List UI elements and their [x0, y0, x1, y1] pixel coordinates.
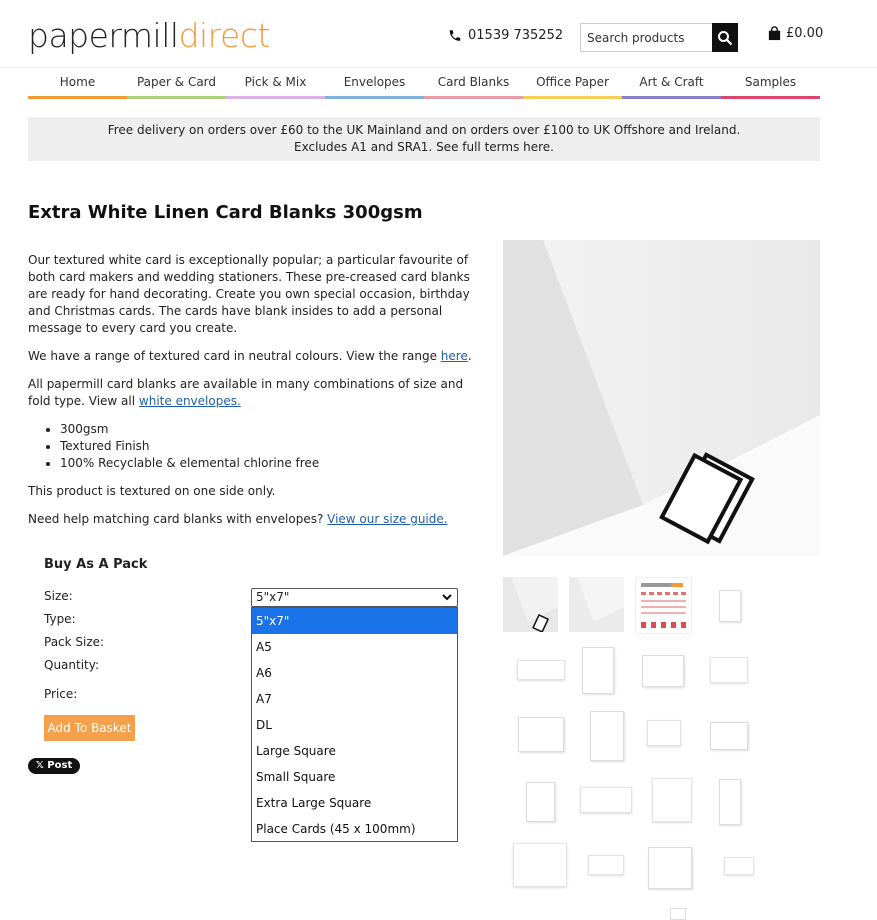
description-paragraph	[28, 511, 480, 528]
thumbnail-image[interactable]	[710, 722, 748, 750]
size-option[interactable]: Small Square	[256, 770, 336, 784]
white-envelopes-link[interactable]: white envelopes.	[138, 394, 241, 408]
card-photo	[503, 240, 820, 556]
description-text: All papermill card blanks are available in many combinations of size and fold type. View all	[28, 377, 464, 408]
description-paragraph: This product is textured on one side only.	[28, 484, 276, 498]
delivery-notice[interactable]	[28, 117, 820, 161]
feature-item: • 100% Recyclable & elemental chlorine free	[60, 455, 480, 472]
price-label: Price:	[44, 687, 78, 701]
thumbnail-image[interactable]	[635, 577, 692, 634]
thumbnail-image[interactable]	[517, 660, 565, 680]
thumbnail-image[interactable]	[503, 577, 558, 632]
phone-number: 01539 735252	[468, 28, 564, 43]
nav-item-envelopes[interactable]	[325, 72, 424, 99]
range-link[interactable]: here	[440, 349, 468, 363]
thumbnail-image[interactable]	[513, 843, 567, 887]
size-guide-thumbnail-icon	[636, 578, 691, 633]
nav-label: Art & Craft	[639, 75, 704, 89]
pack-size-label: Pack Size:	[44, 635, 105, 649]
x-post-label: Post	[47, 760, 73, 771]
delivery-notice-line2: Excludes A1 and SRA1. See full terms here.	[294, 140, 554, 154]
description-text: We have a range of textured card in neutral colours. View the range	[28, 349, 441, 363]
search-form	[580, 23, 743, 52]
description-paragraph	[28, 376, 480, 410]
type-label: Type:	[44, 612, 76, 626]
nav-label: Pick & Mix	[244, 75, 307, 89]
thumbnail-image[interactable]	[719, 779, 741, 825]
description-text: Need help matching card blanks with envelopes?	[28, 512, 328, 526]
search-button[interactable]	[712, 23, 738, 52]
nav-item-home[interactable]	[28, 72, 127, 99]
size-option[interactable]: Large Square	[256, 744, 336, 758]
size-option[interactable]: A7	[256, 692, 272, 706]
size-option[interactable]: DL	[256, 718, 272, 732]
phone-icon	[448, 28, 462, 43]
search-input[interactable]	[580, 23, 712, 52]
size-dropdown-list	[251, 607, 458, 842]
logo-text-direct: direct	[178, 16, 270, 55]
chevron-down-icon	[441, 591, 453, 603]
nav-label: Paper & Card	[136, 75, 217, 89]
header-divider	[0, 67, 877, 68]
thumbnail-image[interactable]	[569, 577, 624, 632]
size-guide-link[interactable]: View our size guide.	[327, 512, 448, 526]
nav-item-art-craft[interactable]	[622, 72, 721, 99]
x-logo-icon: 𝕏	[35, 760, 48, 771]
thumbnail-image[interactable]	[647, 720, 681, 746]
feature-item: • 300gsm	[60, 421, 480, 438]
quantity-label: Quantity:	[44, 658, 100, 672]
delivery-notice-line1: Free delivery on orders over £60 to the UK Mainland and on orders over £100 to UK Offshore and Ireland.	[107, 123, 741, 137]
nav-item-samples[interactable]	[721, 72, 820, 99]
page-title: Extra White Linen Card Blanks 300gsm	[28, 202, 423, 223]
product-main-image[interactable]	[503, 240, 820, 556]
description-paragraph	[28, 348, 480, 365]
size-option[interactable]: Place Cards (45 x 100mm)	[256, 822, 416, 836]
buy-pack-heading: Buy As A Pack	[44, 557, 148, 572]
nav-label: Card Blanks	[437, 75, 510, 89]
thumbnail-image[interactable]	[588, 855, 624, 875]
phone-contact[interactable]	[448, 28, 563, 43]
cart-total: £0.00	[786, 26, 824, 41]
size-option[interactable]: Extra Large Square	[256, 796, 372, 810]
nav-label: Envelopes	[343, 75, 406, 89]
description-paragraph: Our textured white card is exceptionally popular; a particular favourite of both card makers and wedding stationers. These pre-creased card blanks are ready for hand decorating. Create you own special occasion, birthday and Christmas cards. The cards have blank insides to add a personal message to every card you create.	[28, 253, 470, 335]
logo-text-papermill: papermill	[28, 16, 179, 55]
thumbnail-image[interactable]	[526, 782, 555, 822]
x-post-button[interactable]	[28, 758, 80, 774]
size-option[interactable]: A5	[256, 640, 272, 654]
thumbnail-card-icon	[503, 577, 558, 632]
search-icon	[717, 30, 733, 46]
thumbnail-image[interactable]	[719, 590, 741, 622]
thumbnail-image[interactable]	[518, 717, 564, 752]
thumbnail-image[interactable]	[642, 655, 684, 687]
nav-label: Home	[59, 75, 96, 89]
feature-item: • Textured Finish	[60, 438, 480, 455]
size-label: Size:	[44, 589, 73, 603]
nav-item-card-blanks[interactable]	[424, 72, 523, 99]
thumbnail-image[interactable]	[652, 778, 692, 822]
thumbnail-image[interactable]	[710, 657, 748, 683]
nav-item-office-paper[interactable]	[523, 72, 622, 99]
add-to-basket-button[interactable]: Add To Basket	[44, 715, 135, 741]
thumbnail-image[interactable]	[580, 787, 632, 813]
thumbnail-image[interactable]	[724, 857, 754, 875]
thumbnail-image[interactable]	[648, 847, 692, 889]
feature-list	[28, 421, 480, 472]
size-option[interactable]: 5"x7"	[252, 608, 457, 634]
nav-item-pick-mix[interactable]	[226, 72, 325, 99]
nav-label: Samples	[744, 75, 797, 89]
main-nav	[28, 72, 820, 99]
cart-link[interactable]	[767, 26, 823, 41]
thumbnail-image[interactable]	[670, 908, 686, 920]
site-logo[interactable]	[28, 16, 270, 56]
shopping-bag-icon	[767, 26, 782, 41]
size-select[interactable]	[251, 588, 458, 607]
nav-label: Office Paper	[536, 75, 609, 89]
thumbnail-image[interactable]	[590, 711, 624, 761]
product-description	[28, 252, 480, 539]
description-text: .	[467, 349, 472, 363]
nav-item-paper-card[interactable]	[127, 72, 226, 99]
thumbnail-image[interactable]	[582, 647, 614, 694]
thumbnail-card-icon	[569, 577, 624, 632]
size-option[interactable]: A6	[256, 666, 272, 680]
size-select-value: 5"x7"	[256, 590, 290, 604]
